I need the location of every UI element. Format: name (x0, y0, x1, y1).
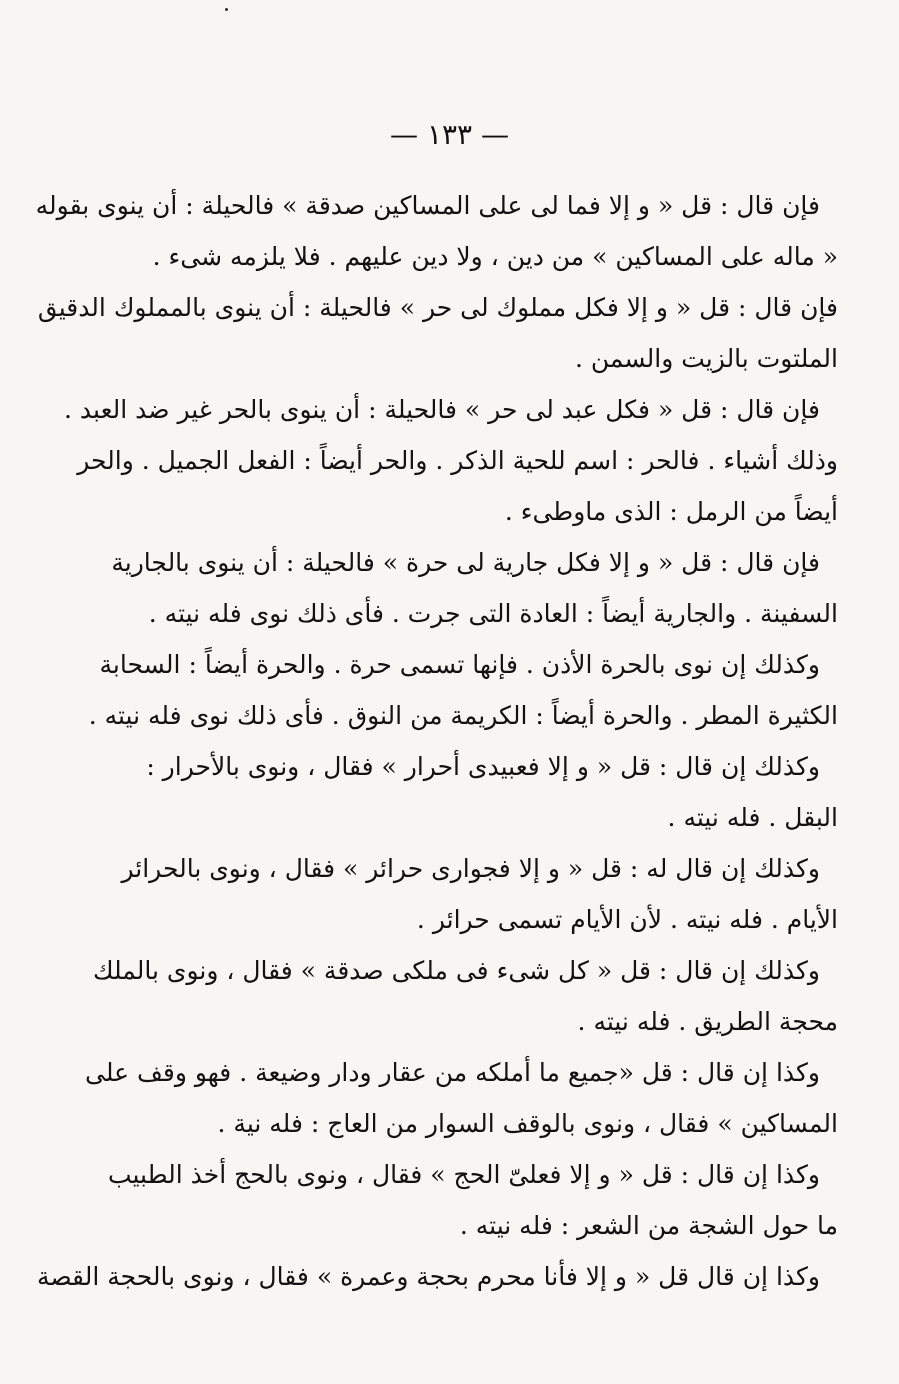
text-line: وكذلك إن قال : قل « و إلا فعبيدى أحرار » فقال ، ونوى بالأحرار : (146, 752, 820, 781)
text-line: وكذا إن قال : قل «جميع ما أملكه من عقار ودار وضيعة . فهو وقف على (85, 1058, 820, 1087)
text-line: وكذلك إن نوى بالحرة الأذن . فإنها تسمى حرة . والحرة أيضاً : السحابة (99, 650, 820, 679)
text-line: البقل . فله نيته . (667, 803, 838, 832)
body-text (35, 180, 838, 1302)
text-line: الكثيرة المطر . والحرة أيضاً : الكريمة من النوق . فأى ذلك نوى فله نيته . (88, 701, 838, 730)
ink-dot (225, 8, 228, 11)
text-line: المساكين » فقال ، ونوى بالوقف السوار من العاج : فله نية . (217, 1109, 838, 1138)
text-line: الأيام . فله نيته . لأن الأيام تسمى حرائر . (416, 905, 838, 934)
text-line: وكذلك إن قال : قل « كل شىء فى ملكى صدقة » فقال ، ونوى بالملك (92, 956, 820, 985)
text-line: أيضاً من الرمل : الذى ماوطىء . (504, 497, 838, 526)
text-line: وذلك أشياء . فالحر : اسم للحية الذكر . والحر أيضاً : الفعل الجميل . والحر (77, 446, 838, 475)
text-line: وكذا إن قال قل « و إلا فأنا محرم بحجة وعمرة » فقال ، ونوى بالحجة القصة (36, 1262, 820, 1291)
page-number: — ١٣٣ — (390, 118, 509, 151)
text-line: وكذا إن قال : قل « و إلا فعلىّ الحج » فقال ، ونوى بالحج أخذ الطبيب (107, 1160, 820, 1189)
text-line: فإن قال : قل « و إلا فكل جارية لى حرة » فالحيلة : أن ينوى بالجارية (111, 548, 820, 577)
text-line: ما حول الشجة من الشعر : فله نيته . (459, 1211, 838, 1240)
text-line: وكذلك إن قال له : قل « و إلا فجوارى حرائر » فقال ، ونوى بالحرائر (121, 854, 820, 883)
text-line: فإن قال : قل « فكل عبد لى حر » فالحيلة : أن ينوى بالحر غير ضد العبد . (64, 395, 820, 424)
text-line: فإن قال : قل « و إلا فكل مملوك لى حر » فالحيلة : أن ينوى بالمملوك الدقيق (37, 293, 838, 322)
text-line: « ماله على المساكين » من دين ، ولا دين عليهم . فلا يلزمه شىء . (152, 242, 838, 271)
text-line: فإن قال : قل « و إلا فما لى على المساكين صدقة » فالحيلة : أن ينوى بقوله (35, 191, 820, 220)
text-line: الملتوت بالزيت والسمن . (575, 344, 838, 373)
text-line: محجة الطريق . فله نيته . (577, 1007, 838, 1036)
text-line: السفينة . والجارية أيضاً : العادة التى جرت . فأى ذلك نوى فله نيته . (148, 599, 838, 628)
